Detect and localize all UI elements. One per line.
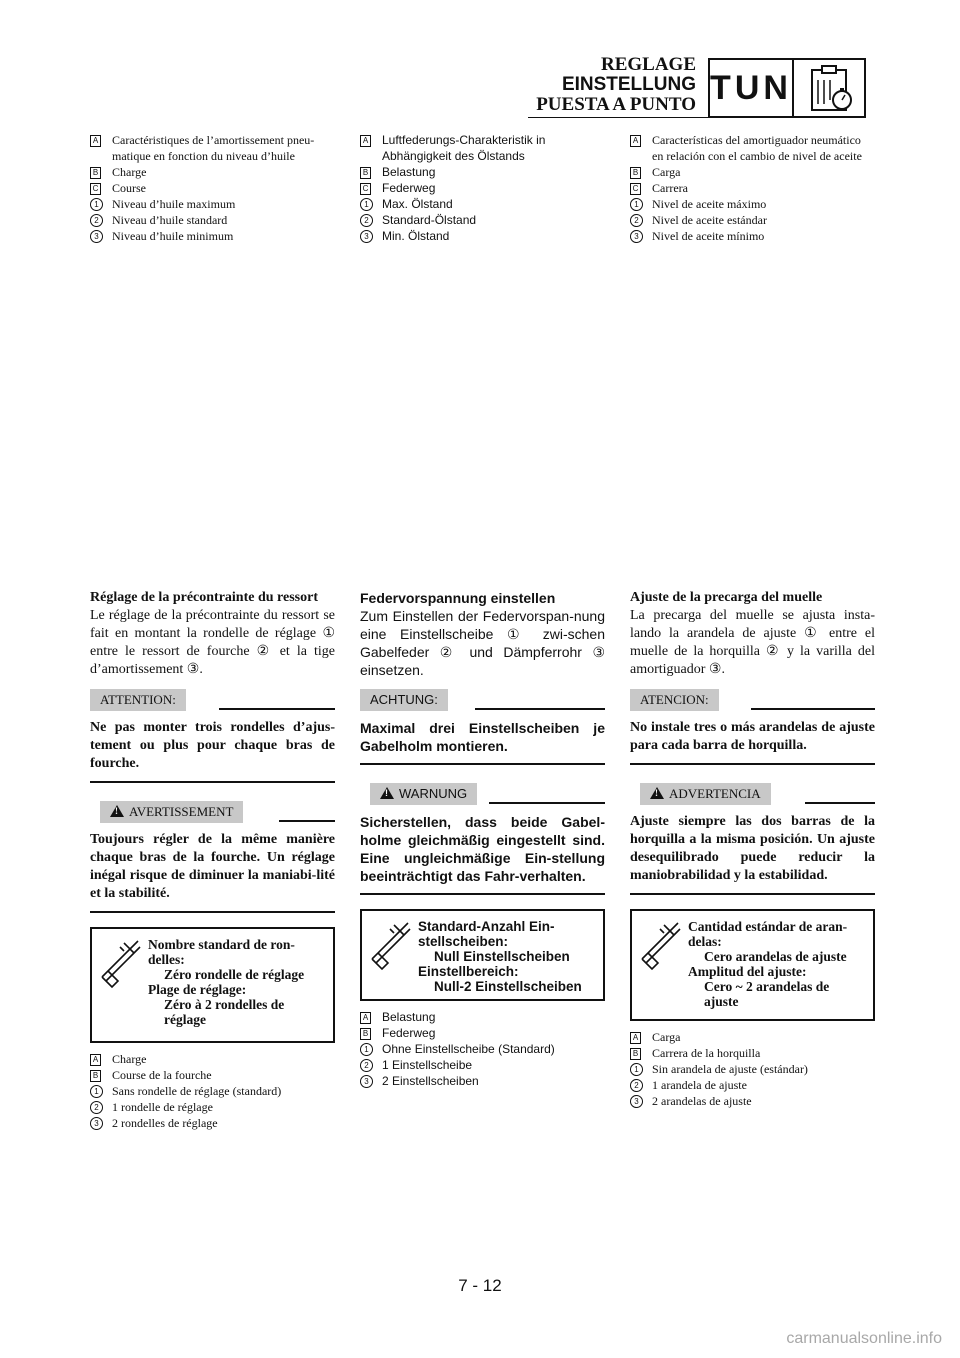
warning-label-fr: ! AVERTISSEMENT: [100, 801, 243, 823]
warning-label-de: ! WARNUNG: [370, 783, 477, 805]
legend-item: [630, 196, 875, 212]
legend-text: matique en fonction du niveau d’huile: [112, 149, 295, 163]
legend-item: [630, 132, 875, 148]
legend-item: [90, 1051, 335, 1067]
legend-key: B: [90, 1067, 112, 1083]
legend-item: [630, 180, 875, 196]
legend-text: 1 rondelle de réglage: [112, 1100, 213, 1114]
warning-icon: !: [380, 787, 394, 799]
warning-text-fr: Toujours régler de la même manière chaque bras de la fourche. Un réglage inégal risque de diminuer la maniabi-lité et la stabilité.: [90, 832, 335, 901]
legend-item: [360, 212, 605, 228]
spec-line: Null Einstellscheiben: [434, 949, 570, 964]
legend-key: B: [630, 1045, 652, 1061]
legend-item: [90, 180, 335, 196]
legend-text: Nivel de aceite mínimo: [652, 229, 765, 243]
legend-key: 3: [360, 1073, 382, 1089]
legend-text: Abhängigkeit des Ölstands: [382, 149, 525, 163]
legend-text: Niveau d’huile standard: [112, 213, 228, 227]
legend-item: [90, 148, 335, 164]
section-code: TUN: [710, 60, 794, 116]
legend-text: 1 arandela de ajuste: [652, 1078, 747, 1092]
legend-key: C: [360, 180, 382, 196]
caution-text-es: No instale tres o más arandelas de ajuste para cada barra de horquilla.: [630, 720, 875, 753]
legend-key: 1: [360, 196, 382, 212]
legend-key: A: [630, 132, 652, 148]
legend-text: Federweg: [382, 1026, 436, 1040]
legend-text: Course: [112, 181, 146, 195]
legend-key: 1: [90, 1083, 112, 1099]
legend-key: 3: [90, 1115, 112, 1131]
title-de: EINSTELLUNG: [561, 74, 696, 95]
legend-text: Min. Ölstand: [382, 229, 450, 243]
legend-item: [90, 196, 335, 212]
legend-item: [360, 164, 605, 180]
legend-text: Max. Ölstand: [382, 197, 453, 211]
legend-key: 2: [360, 212, 382, 228]
legend-text: Federweg: [382, 181, 436, 195]
body-fr: Le réglage de la précontrainte du ressort se fait en montant la rondelle de réglage ① entre le ressort de fourche ② et la tige d’amortissement ③.: [90, 608, 335, 677]
warning-icon: !: [650, 787, 664, 799]
legend-key: [90, 148, 112, 164]
legend-text: Sans rondelle de réglage (standard): [112, 1084, 282, 1098]
legend-item: [630, 212, 875, 228]
caution-label-fr: ATTENTION:: [90, 689, 186, 711]
legend-text: Ohne Einstellscheibe (Standard): [382, 1042, 555, 1056]
legend-key: C: [90, 180, 112, 196]
legend-text: Luftfederungs-Charakteristik in: [382, 133, 546, 147]
legend-text: 2 arandelas de ajuste: [652, 1094, 752, 1108]
legend-item: [360, 132, 605, 148]
legend-item: [360, 228, 605, 244]
spec-line: ajuste: [704, 994, 739, 1009]
legend-text: Standard-Ölstand: [382, 213, 477, 227]
legend-key: [360, 148, 382, 164]
legend-text: Charge: [112, 165, 147, 179]
legend-item: [360, 196, 605, 212]
header-titles: [536, 55, 696, 115]
legend-key: 2: [90, 212, 112, 228]
legend-key: 1: [630, 1061, 652, 1077]
caliper-icon: [368, 915, 412, 975]
warning-banner-de: [360, 783, 605, 807]
legend-item: [90, 1099, 335, 1115]
legend-key: 3: [90, 228, 112, 244]
warning-text-de: Sicherstellen, dass beide Gabel-holme gleichmäßig eingestellt sind. Eine ungleichmäßige Ein-stellung beeinträchtigt das Fahr-verhalten.: [360, 814, 605, 884]
legend-key: A: [360, 132, 382, 148]
spec-line: delas:: [688, 934, 722, 949]
legend-es-top: [630, 132, 875, 244]
title-es: PUESTA A PUNTO: [536, 94, 696, 115]
legend-text: Nivel de aceite máximo: [652, 197, 767, 211]
legend-item: [360, 1041, 605, 1057]
legend-text: Carrera: [652, 181, 688, 195]
legend-item: [90, 164, 335, 180]
legend-key: 2: [630, 1077, 652, 1093]
legend-key: A: [630, 1029, 652, 1045]
legend-text: Carrera de la horquilla: [652, 1046, 761, 1060]
caution-label-es: ATENCION:: [630, 689, 719, 711]
legend-text: Sin arandela de ajuste (estándar): [652, 1062, 808, 1076]
legend-de-top: [360, 132, 605, 244]
legend-item: [360, 1009, 605, 1025]
body-es: La precarga del muelle se ajusta insta-lando la arandela de ajuste ① entre el muelle de la horquilla ② y la varilla del amortiguador ③.: [630, 608, 875, 677]
legend-key: B: [360, 164, 382, 180]
legend-item: [360, 1025, 605, 1041]
title-fr: REGLAGE: [600, 54, 696, 75]
caution-text-de: Maximal drei Einstellscheiben je Gabelholm montieren.: [360, 720, 605, 754]
legend-text: Caractéristiques de l’amortissement pneu-: [112, 133, 315, 147]
legend-text: 1 Einstellscheibe: [382, 1058, 473, 1072]
spec-line: Cantidad estándar de aran-: [688, 919, 848, 934]
caution-text-fr: Ne pas monter trois rondelles d’ajus-tement ou plus pour chaque bras de fourche.: [90, 720, 335, 771]
legend-item: [90, 1083, 335, 1099]
legend-text: Charge: [112, 1052, 147, 1066]
legend-item: [90, 1067, 335, 1083]
legend-key: 2: [360, 1057, 382, 1073]
spec-box-de: [360, 909, 605, 1001]
legend-item: [90, 212, 335, 228]
caution-label-de: ACHTUNG:: [360, 689, 448, 711]
spec-box-es: [630, 909, 875, 1021]
section-badge: [708, 58, 866, 118]
legend-text: Niveau d’huile maximum: [112, 197, 236, 211]
caution-banner-es: [630, 689, 875, 713]
clipboard-stopwatch-icon: [802, 64, 858, 114]
legend-item: [360, 1073, 605, 1089]
legend-text: Niveau d’huile minimum: [112, 229, 234, 243]
legend-key: 2: [90, 1099, 112, 1115]
legend-key: 2: [630, 212, 652, 228]
legend-item: [360, 148, 605, 164]
legend-item: [360, 180, 605, 196]
legend-item: [630, 148, 875, 164]
section-fr: [90, 589, 335, 1131]
spec-line: Zéro rondelle de réglage: [164, 967, 305, 982]
spec-line: delles:: [148, 952, 185, 967]
legend-item: [90, 132, 335, 148]
legend-item: [630, 1045, 875, 1061]
legend-key: B: [630, 164, 652, 180]
legend-text: Belastung: [382, 165, 436, 179]
legend-item: [630, 1077, 875, 1093]
legend-item: [90, 1115, 335, 1131]
legend-text: Carga: [652, 1030, 681, 1044]
spec-line: Cero arandelas de ajuste: [704, 949, 847, 964]
spec-box-fr: [90, 927, 335, 1043]
section-es: [630, 589, 875, 1109]
legend-key: 1: [90, 196, 112, 212]
spec-line: Amplitud del ajuste:: [688, 964, 807, 979]
header-rule: [528, 117, 708, 118]
spec-line: Cero ~ 2 arandelas de: [704, 979, 830, 994]
heading-de: Federvorspannung einstellen: [360, 590, 556, 606]
spec-line: Zéro à 2 rondelles de: [164, 997, 285, 1012]
legend-text: en relación con el cambio de nivel de aceite: [652, 149, 862, 163]
legend-item: [360, 1057, 605, 1073]
heading-fr: Réglage de la précontrainte du ressort: [90, 590, 318, 605]
legend-key: 1: [630, 196, 652, 212]
legend-key: 3: [360, 228, 382, 244]
legend-text: Nivel de aceite estándar: [652, 213, 767, 227]
caliper-icon: [638, 915, 682, 975]
warning-text-es: Ajuste siempre las dos barras de la horquilla a la misma posición. Un ajuste desequilibrado puede reducir la maniobrabilidad y la estabilidad.: [630, 814, 875, 883]
warning-label-es: ! ADVERTENCIA: [640, 783, 771, 805]
spec-line: Null-2 Einstellscheiben: [434, 979, 582, 994]
caution-banner-de: [360, 689, 605, 713]
legend-text: Belastung: [382, 1010, 436, 1024]
section-de: [360, 589, 605, 1089]
warning-banner-fr: [90, 801, 335, 825]
legend-fr-top: [90, 132, 335, 244]
legend-item: [630, 164, 875, 180]
spec-line: réglage: [164, 1012, 206, 1027]
legend-text: 2 rondelles de réglage: [112, 1116, 218, 1130]
warning-banner-es: [630, 783, 875, 807]
legend-key: 3: [630, 1093, 652, 1109]
legend-text: 2 Einstellscheiben: [382, 1074, 479, 1088]
spec-line: Nombre standard de ron-: [148, 937, 295, 952]
watermark: carmanualsonline.info: [786, 1330, 942, 1347]
spec-line: Einstellbereich:: [418, 964, 519, 979]
legend-key: A: [90, 132, 112, 148]
legend-item: [630, 228, 875, 244]
legend-item: [630, 1093, 875, 1109]
legend-key: A: [90, 1051, 112, 1067]
legend-key: B: [360, 1025, 382, 1041]
legend-item: [630, 1029, 875, 1045]
legend-key: [630, 148, 652, 164]
caliper-icon: [98, 933, 142, 993]
legend-item: [630, 1061, 875, 1077]
legend-key: 3: [630, 228, 652, 244]
heading-es: Ajuste de la precarga del muelle: [630, 590, 823, 605]
body-de: Zum Einstellen der Federvorspan-nung eine Einstellscheibe ① zwi-schen Gabelfeder ② und Dämpferrohr ③ einsetzen.: [360, 608, 605, 678]
legend-text: Carga: [652, 165, 681, 179]
legend-text: Course de la fourche: [112, 1068, 212, 1082]
legend-key: C: [630, 180, 652, 196]
legend-key: 1: [360, 1041, 382, 1057]
legend-key: B: [90, 164, 112, 180]
caution-banner-fr: [90, 689, 335, 713]
legend-key: A: [360, 1009, 382, 1025]
legend-text: Características del amortiguador neumático: [652, 133, 861, 147]
spec-line: stellscheiben:: [418, 934, 509, 949]
legend-item: [90, 228, 335, 244]
warning-icon: !: [110, 805, 124, 817]
spec-line: Standard-Anzahl Ein-: [418, 919, 555, 934]
page-number: 7 - 12: [458, 1276, 502, 1295]
spec-line: Plage de réglage:: [148, 982, 247, 997]
